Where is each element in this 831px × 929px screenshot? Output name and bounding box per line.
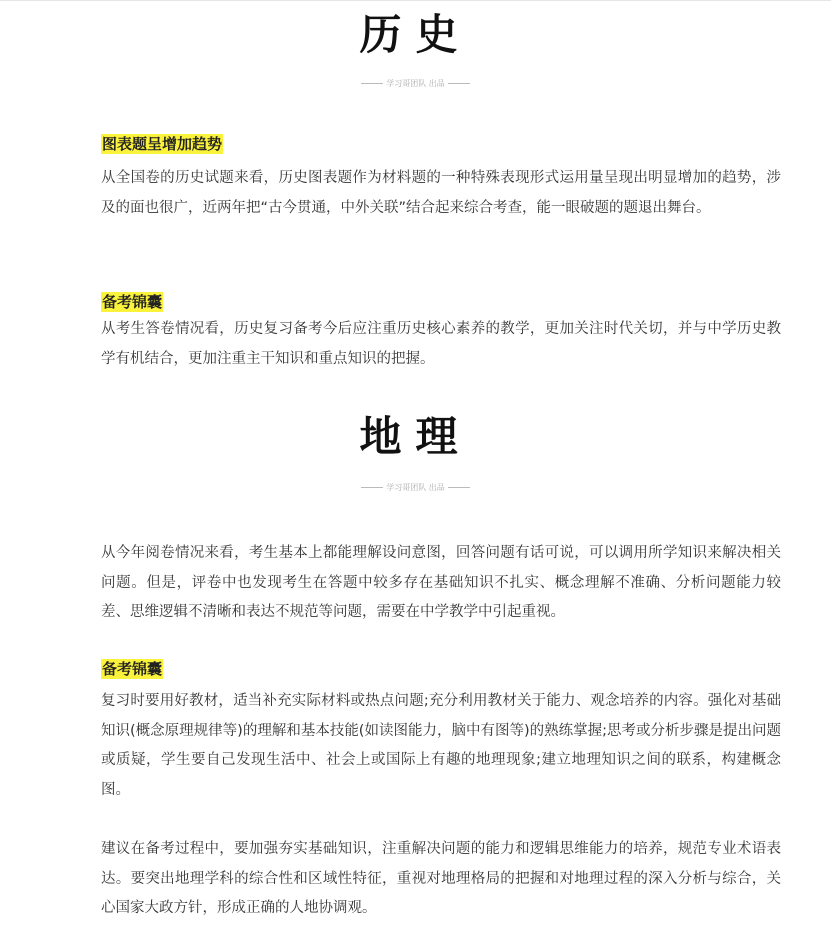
byline-rule-right — [448, 83, 470, 84]
geography-title: 地理 — [359, 412, 472, 461]
geography-heading-tips: 备考锦囊 — [102, 660, 163, 678]
geography-tips-paragraph-1: 复习时要用好教材，适当补充实际材料或热点问题;充分利用教材关于能力、观念培养的内容。强化对基础知识(概念原理规律等)的理解和基本技能(如读图能力，脑中有图等)的熟练掌握;思考或分析步骤是提出问题或质疑，学生要自己发现生活中、社会上或国际上有趣的地理现象;建立地理知识之间的联系，构建概念图。 — [101, 693, 782, 798]
geography-byline — [0, 482, 831, 494]
byline-rule-left — [361, 487, 383, 488]
geography-tips-paragraph-2: 建议在备考过程中，要加强夯实基础知识，注重解决问题的能力和逻辑思维能力的培养，规范专业术语表达。要突出地理学科的综合性和区域性特征，重视对地理格局的把握和对地理过程的深入分析与综合，关心国家大政方针，形成正确的人地协调观。 — [101, 841, 781, 916]
byline-rule-right — [448, 487, 470, 488]
top-divider — [0, 0, 831, 1]
byline-text: 学习哥团队 出品 — [386, 483, 445, 492]
byline-text: 学习哥团队 出品 — [386, 79, 445, 88]
byline-rule-left — [361, 83, 383, 84]
history-tips-paragraph: 从考生答卷情况看，历史复习备考今后应注重历史核心素养的教学，更加关注时代关切，并与中学历史教学有机结合，更加注重主干知识和重点知识的把握。 — [101, 321, 781, 367]
history-byline — [0, 78, 831, 90]
history-title: 历史 — [359, 10, 472, 59]
history-heading-tips: 备考锦囊 — [102, 293, 163, 311]
geography-intro-paragraph: 从今年阅卷情况来看，考生基本上都能理解设问意图，回答问题有话可说，可以调用所学知识来解决相关问题。但是，评卷中也发现考生在答题中较多存在基础知识不扎实、概念理解不准确、分析问题能力较差、思维逻辑不清晰和表达不规范等问题，需要在中学教学中引起重视。 — [101, 545, 781, 620]
history-heading-trend: 图表题呈增加趋势 — [102, 135, 223, 153]
history-trend-paragraph: 从全国卷的历史试题来看，历史图表题作为材料题的一种特殊表现形式运用量呈现出明显增加的趋势，涉及的面也很广，近两年把“古今贯通，中外关联”结合起来综合考查，能一眼破题的题退出舞台。 — [101, 170, 781, 216]
